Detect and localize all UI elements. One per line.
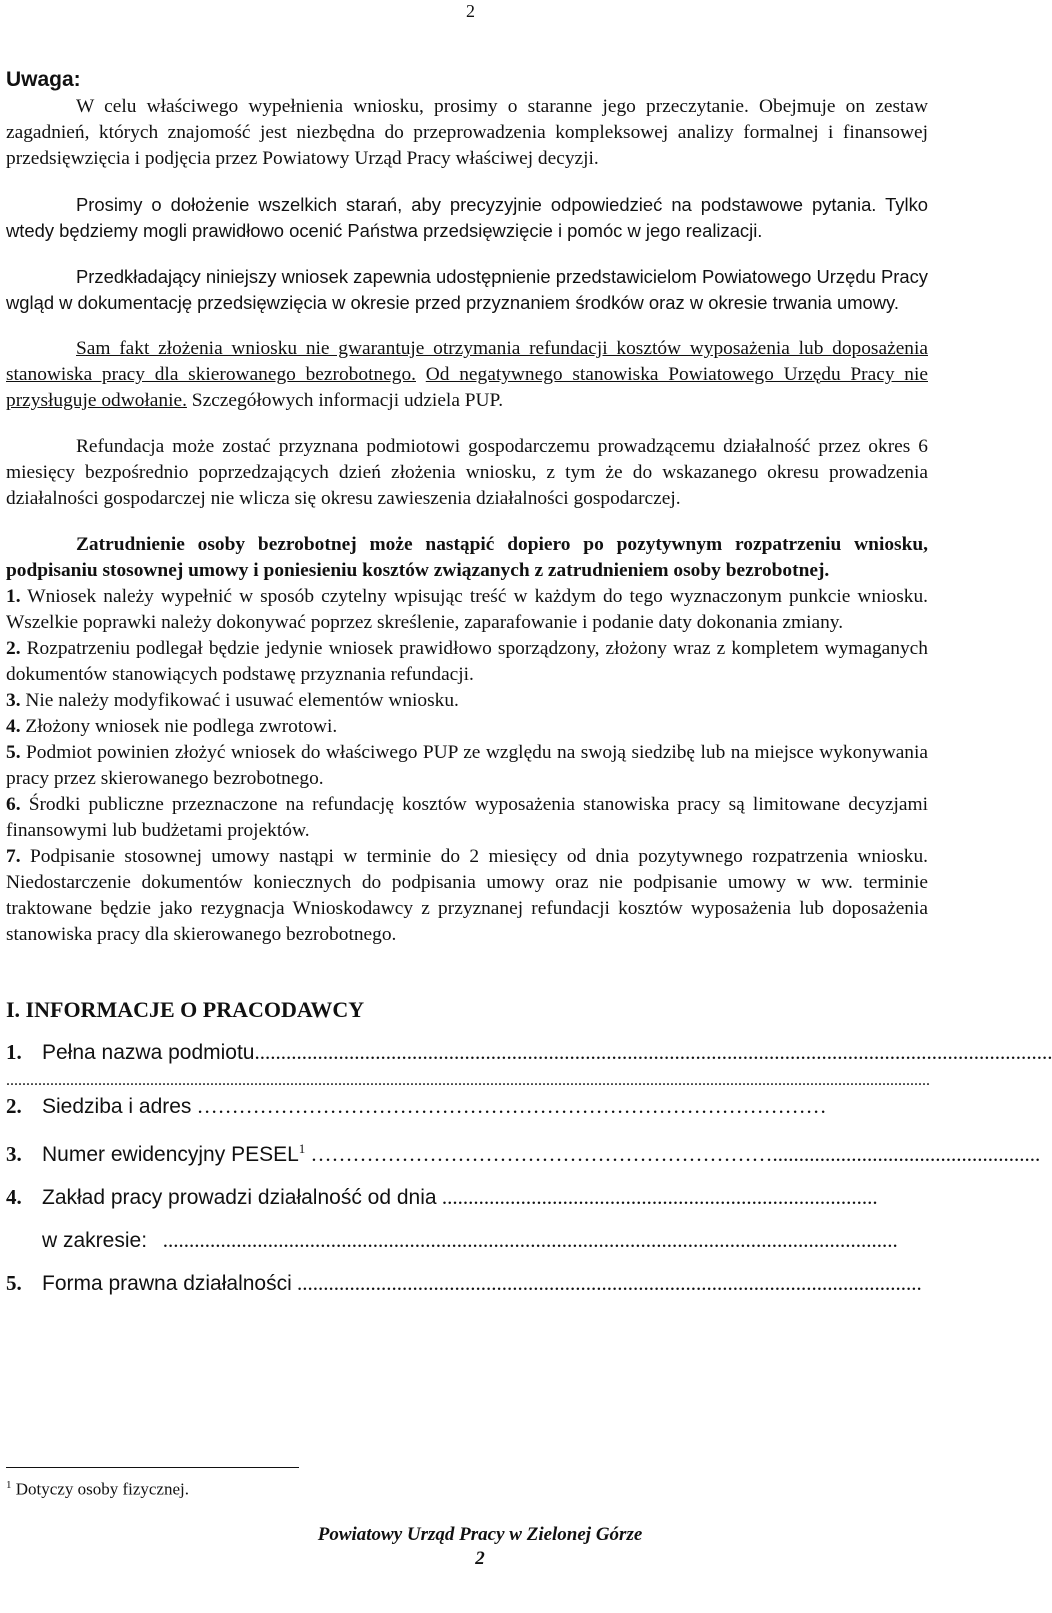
fill-in-dots[interactable]: ………………………………………………………………………………: [196, 1094, 827, 1118]
footer-office: Powiatowy Urząd Pracy w Zielonej Górze: [317, 1524, 643, 1545]
field-label: w zakresie:: [42, 1229, 148, 1252]
page-number-top: 2: [466, 1, 475, 21]
rule-text: Rozpatrzeniu podlegał będzie jedynie wniosek prawidłowo sporządzony, złożony wraz z kompletem wymaganych dokumentów stanowiących podstawę przyznania refundacji.: [6, 638, 928, 685]
field-number: 4.: [6, 1185, 22, 1209]
rule-number: 4.: [6, 716, 21, 737]
rule-text: Podpisanie stosownej umowy nastąpi w terminie do 2 miesięcy od dnia pozytywnego rozpatrzenia wniosku. Niedostarczenie dokumentów koniecznych do podpisania umowy oraz nie podpisanie umowy w ww. terminie traktowane będzie jako rezygnacja Wnioskodawcy z przyznanej refundacji kosztów wyposażenia lub doposażenia stanowiska pracy dla skierowanego bezrobotnego.: [6, 846, 928, 945]
field-number: 1.: [6, 1040, 22, 1064]
rules-list: [6, 584, 928, 948]
footer-page-number: 2: [475, 1548, 485, 1569]
rule-item: [6, 792, 928, 844]
field-label: Zakład pracy prowadzi działalność od dnia: [42, 1186, 437, 1209]
notice-paragraph-2: Prosimy o dołożenie wszelkich starań, aby precyzyjnie odpowiedzieć na podstawowe pytania. Tylko wtedy będziemy mogli prawidłowo ocenić Państwa przedsięwzięcie i pomóc w jego realizacji.: [6, 194, 928, 241]
document-body: [6, 66, 1052, 1298]
field-number: 3.: [6, 1142, 22, 1166]
rule-item: [6, 584, 928, 636]
field-label: Numer ewidencyjny PESEL: [42, 1143, 299, 1166]
underlined-appeal-text: Od negatywnego stanowiska Powiatowego Urzędu Pracy nie przysługuje odwołanie.: [6, 364, 928, 411]
footnote: [6, 1474, 189, 1501]
rule-item: [6, 636, 928, 688]
field-label: Forma prawna działalności: [42, 1272, 292, 1295]
notice-paragraph-1: W celu właściwego wypełnienia wniosku, prosimy o staranne jego przeczytanie. Obejmuje on zestaw zagadnień, których znajomość jest niezbędna do przeprowadzenia kompleksowej analizy formalnej i finansowej przedsięwzięcia i podjęcia przez Powiatowy Urząd Pracy właściwej decyzji.: [6, 96, 928, 169]
rule-text: Wniosek należy wypełnić w sposób czytelny wpisując treść w każdym do tego wyznaczonym punkcie wniosku. Wszelkie poprawki należy dokonywać poprzez skreślenie, zaparafowanie i podanie daty dokonania zmiany.: [6, 586, 928, 633]
rule-number: 5.: [6, 742, 21, 763]
notice-paragraph-5: Refundacja może zostać przyznana podmiotowi gospodarczemu prowadzącemu działalność przez okres 6 miesięcy bezpośrednio poprzedzających dzień złożenia wniosku, z tym że do wskazanego okresu prowadzenia działalności gospodarczej nie wlicza się okresu zawieszenia działalności gospodarczej.: [6, 436, 928, 509]
rule-number: 6.: [6, 794, 21, 815]
rule-text: Złożony wniosek nie podlega zwrotowi.: [25, 716, 338, 737]
fill-in-dots[interactable]: ........................................................................................................................................................: [254, 1040, 1052, 1064]
fill-in-dots[interactable]: ...................................................................................: [441, 1185, 878, 1209]
field-number: 5.: [6, 1271, 22, 1295]
fill-in-dots[interactable]: ............................................................................................................................................: [162, 1228, 898, 1252]
info-text: Szczegółowych informacji udziela PUP.: [191, 390, 504, 411]
rule-item: [6, 844, 928, 948]
field-company-name: [6, 1038, 1052, 1067]
rule-item: [6, 740, 928, 792]
notice-title: Uwaga:: [6, 68, 81, 91]
rule-item: [6, 714, 928, 740]
section-title: I. INFORMACJE O PRACODAWCY: [6, 997, 365, 1022]
notice-paragraph-3: Przedkładający niniejszy wniosek zapewnia udostępnienie przedstawicielom Powiatowego Urzędu Pracy wgląd w dokumentację przedsięwzięcia w okresie przed przyznaniem środków oraz w okresie trwania umowy.: [6, 266, 928, 313]
notice-paragraph-4: [6, 336, 928, 414]
fill-in-dots[interactable]: .......................................................................................................................................................................................................................................: [6, 1072, 930, 1089]
rule-number: 7.: [6, 846, 21, 867]
field-legal-form: [6, 1269, 928, 1298]
underlined-guarantee-text: Sam fakt złożenia wniosku nie gwarantuje otrzymania refundacji kosztów wyposażenia lub doposażenia stanowiska pracy dla skierowanego bezrobotnego.: [6, 338, 928, 385]
field-number: 2.: [6, 1094, 22, 1118]
field-label: Siedziba i adres: [42, 1095, 192, 1118]
field-business-start: [6, 1183, 928, 1212]
footnote-reference: 1: [298, 1141, 306, 1156]
rule-item: [6, 688, 928, 714]
field-business-scope: [6, 1226, 928, 1255]
rule-text: Nie należy modyfikować i usuwać elementów wniosku.: [25, 690, 459, 711]
field-address: [6, 1092, 928, 1121]
footnote-separator: [6, 1467, 299, 1468]
field-company-name-continuation: [6, 1067, 928, 1092]
fill-in-dots[interactable]: …………………………………………………………...................................................: [310, 1142, 1041, 1166]
rule-number: 1.: [6, 586, 21, 607]
footnote-text: Dotyczy osoby fizycznej.: [15, 1479, 189, 1499]
field-pesel: [6, 1135, 1041, 1169]
rule-number: 2.: [6, 638, 21, 659]
notice-paragraph-bold: Zatrudnienie osoby bezrobotnej może nastąpić dopiero po pozytywnym rozpatrzeniu wniosku, podpisaniu stosownej umowy i poniesieniu kosztów związanych z zatrudnieniem osoby bezrobotnej.: [6, 534, 928, 581]
rule-text: Środki publiczne przeznaczone na refundację kosztów wyposażenia stanowiska pracy są limitowane decyzjami finansowymi lub budżetami projektów.: [6, 794, 928, 841]
fill-in-dots[interactable]: .......................................................................................................................: [297, 1271, 922, 1295]
rule-number: 3.: [6, 690, 21, 711]
rule-text: Podmiot powinien złożyć wniosek do właściwego PUP ze względu na swoją siedzibę lub na miejsce wykonywania pracy przez skierowanego bezrobotnego.: [6, 742, 928, 789]
field-label: Pełna nazwa podmiotu: [42, 1041, 255, 1064]
footnote-mark: 1: [6, 1479, 12, 1491]
